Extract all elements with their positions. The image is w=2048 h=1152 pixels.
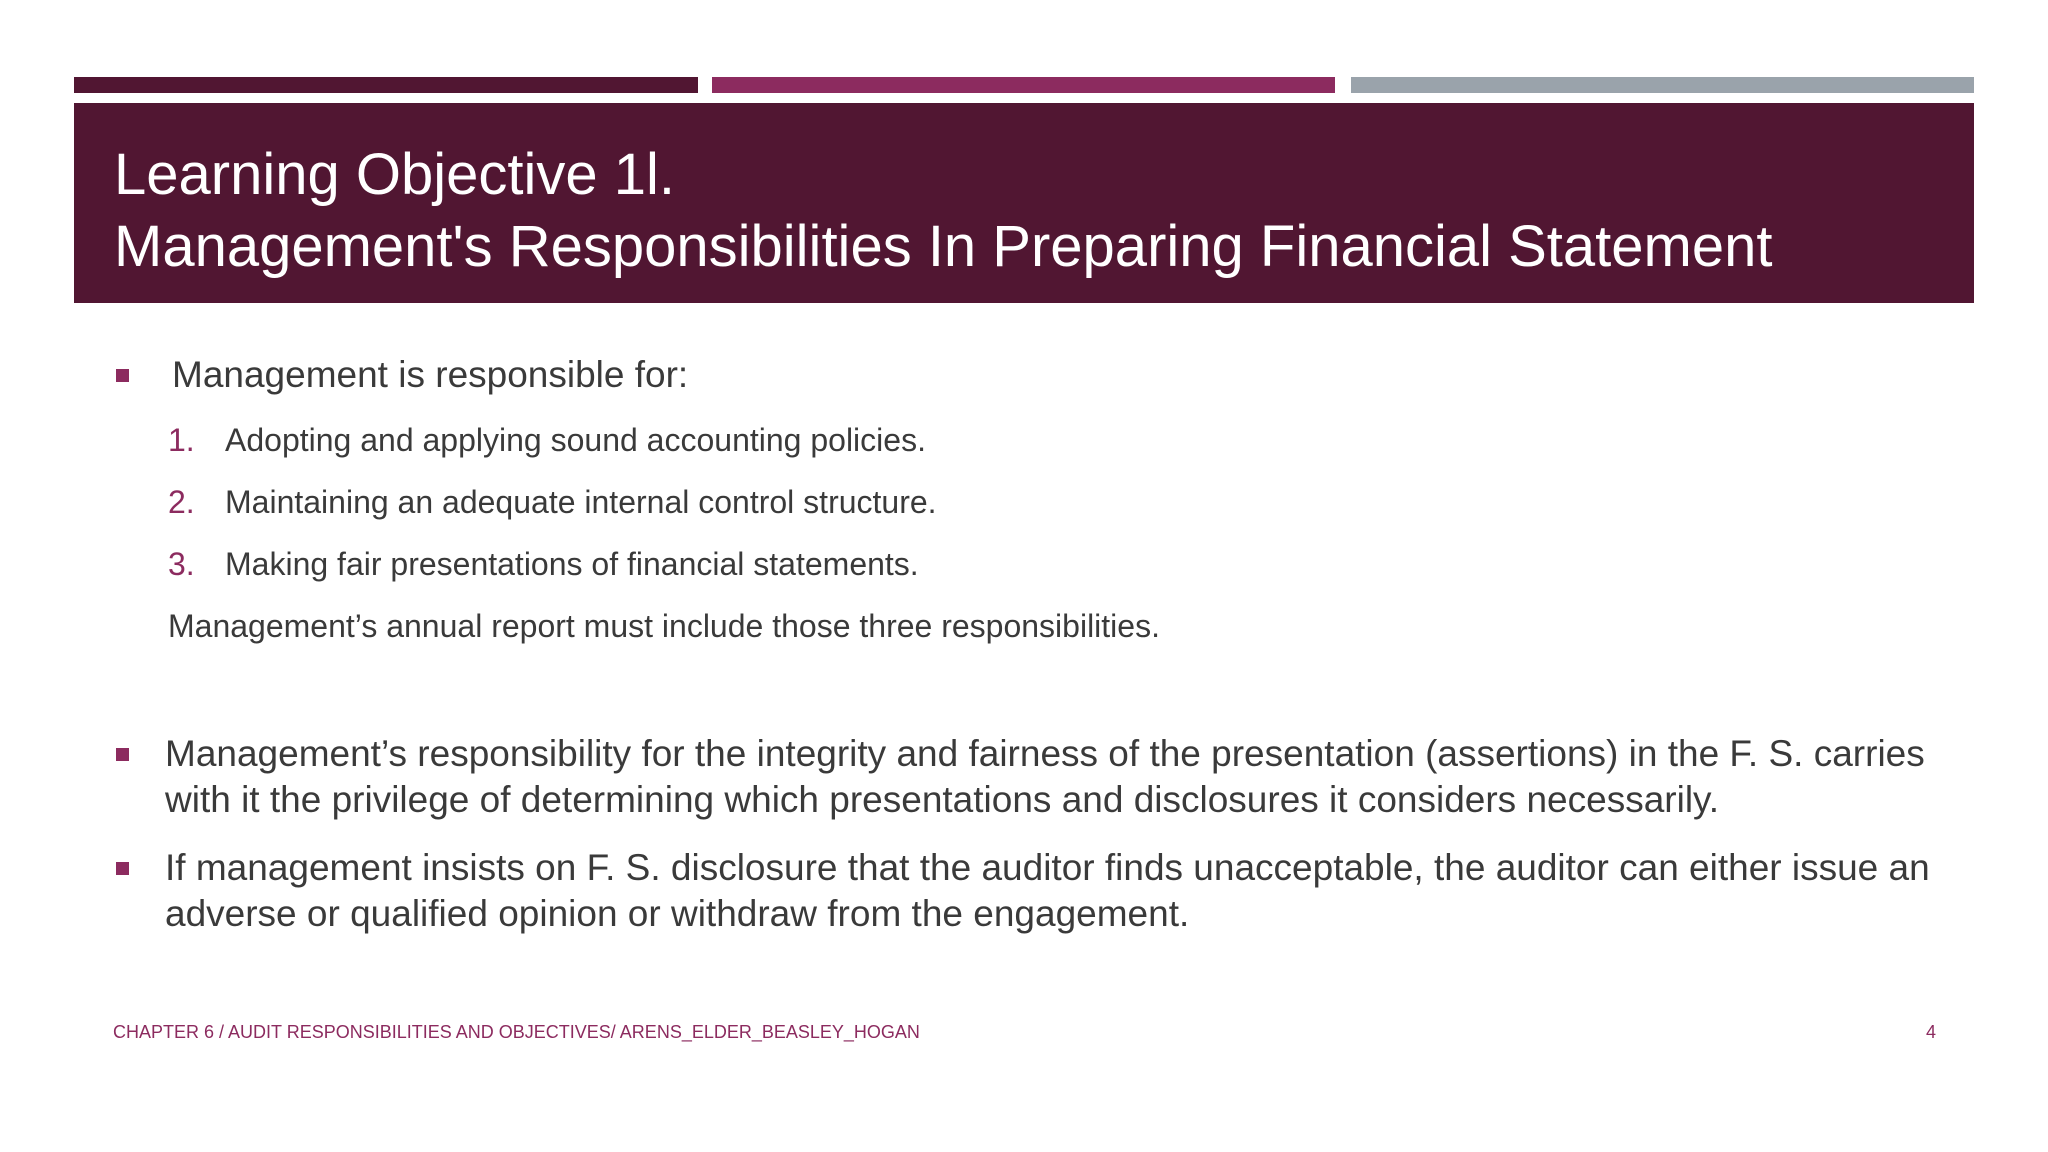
- footer-source: CHAPTER 6 / AUDIT RESPONSIBILITIES AND OBJECTIVES/ ARENS_ELDER_BEASLEY_HOGAN: [113, 1022, 920, 1042]
- bullet-text: Management is responsible for:: [172, 354, 689, 395]
- bullet-text: Management’s responsibility for the integrity and fairness of the presentation (assertions) in the F. S. carries with it the privilege of determining which presentations and disclosures it considers necessarily.: [165, 733, 1925, 820]
- number-marker: 1.: [168, 422, 195, 458]
- top-stripe-gray: [1351, 77, 1974, 93]
- numbered-item-text: Maintaining an adequate internal control structure.: [225, 484, 937, 520]
- numbered-item-text: Making fair presentations of financial statements.: [225, 546, 919, 582]
- bullet-item: [112, 845, 1942, 937]
- title-line-1: Learning Objective 1l.: [114, 142, 675, 207]
- top-stripe-dark: [74, 77, 698, 93]
- note-text: Management’s annual report must include those three responsibilities.: [168, 608, 1160, 644]
- square-bullet-icon: [116, 369, 129, 382]
- square-bullet-icon: [116, 862, 129, 875]
- page-number: 4: [1925, 1022, 1936, 1042]
- numbered-item-text: Adopting and applying sound accounting policies.: [225, 422, 926, 458]
- numbered-item: [168, 533, 1942, 595]
- number-marker: 3.: [168, 546, 195, 582]
- square-bullet-icon: [116, 748, 129, 761]
- slide-content: [112, 345, 1942, 937]
- numbered-item: [168, 471, 1942, 533]
- numbered-item: [168, 409, 1942, 471]
- title-banner: [74, 103, 1974, 303]
- bullet-item: [112, 731, 1942, 823]
- title-line-2: Management's Responsibilities In Preparing Financial Statement: [114, 214, 1773, 279]
- number-marker: 2.: [168, 484, 195, 520]
- bullet-item: [112, 345, 1942, 405]
- numbered-list: [168, 409, 1942, 595]
- bullet-text: If management insists on F. S. disclosure that the auditor finds unacceptable, the auditor can either issue an adverse or qualified opinion or withdraw from the engagement.: [165, 847, 1930, 934]
- slide-title: [114, 139, 1773, 283]
- top-stripe-magenta: [712, 77, 1335, 93]
